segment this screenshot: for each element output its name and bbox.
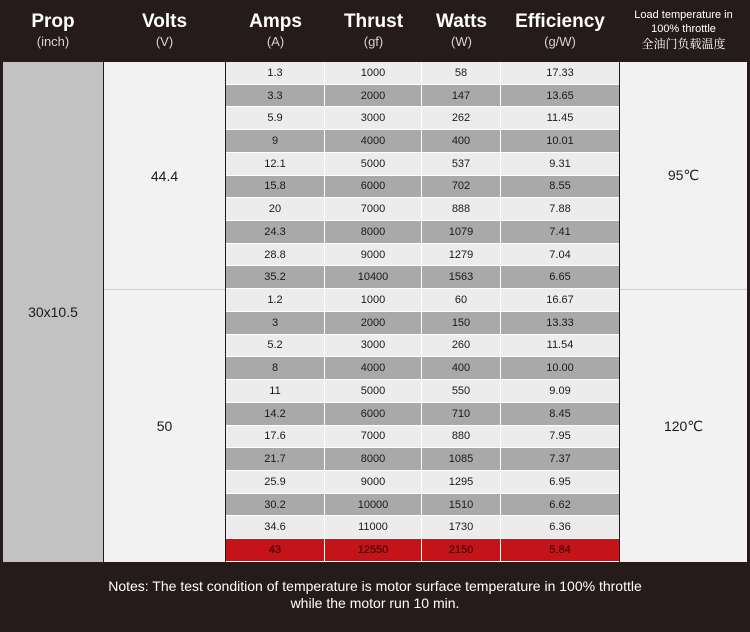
header-prop-title: Prop [31, 11, 75, 32]
efficiency-cell: 6.65 [549, 271, 571, 284]
table-row [226, 448, 619, 471]
temperature-value-group-2: 120℃ [663, 417, 704, 434]
efficiency-cell: 6.95 [549, 475, 571, 488]
watts-cell: 1730 [422, 516, 501, 538]
notes-line-2: while the motor run 10 min. [290, 595, 460, 611]
watts-cell: 1510 [422, 494, 501, 516]
amps-cell: 5.2 [226, 335, 325, 357]
thrust-cell: 4000 [325, 357, 422, 379]
table-row [226, 312, 619, 335]
amps-cell: 8 [226, 357, 325, 379]
table-row [226, 221, 619, 244]
table-row [226, 494, 619, 517]
efficiency-cell: 16.67 [546, 294, 574, 307]
efficiency-cell: 17.33 [546, 66, 574, 79]
header-volts-unit: (V) [155, 34, 174, 49]
header-thrust-title: Thrust [343, 11, 404, 32]
prop-value-cell [3, 62, 103, 562]
efficiency-cell: 8.55 [549, 180, 571, 193]
efficiency-cell: 13.65 [546, 89, 574, 102]
header-amps-unit: (A) [266, 34, 285, 49]
table-row [226, 357, 619, 380]
data-rows [226, 62, 619, 562]
amps-cell: 9 [226, 130, 325, 152]
thrust-cell: 6000 [325, 176, 422, 198]
efficiency-cell: 7.88 [549, 203, 571, 216]
watts-cell: 702 [422, 176, 501, 198]
amps-cell: 1.3 [226, 62, 325, 84]
table-row [226, 85, 619, 108]
table-row [226, 176, 619, 199]
group-divider-temperature [620, 289, 747, 290]
header-load-temp-line3: 全油门负载温度 [641, 37, 726, 51]
watts-cell: 2150 [422, 539, 501, 561]
table-row [226, 471, 619, 494]
efficiency-cell: 7.95 [549, 430, 571, 443]
thrust-cell: 5000 [325, 380, 422, 402]
efficiency-cell: 7.04 [549, 248, 571, 261]
watts-cell: 400 [422, 130, 501, 152]
efficiency-cell: 7.37 [549, 453, 571, 466]
table-row [226, 266, 619, 289]
temperature-cell-group-2 [620, 290, 747, 562]
volts-value-group-1: 44.4 [150, 167, 179, 184]
watts-cell: 60 [422, 289, 501, 311]
header-watts-unit: (W) [451, 34, 472, 49]
temperature-value-group-1: 95℃ [667, 167, 700, 183]
table-row [226, 380, 619, 403]
thrust-cell: 8000 [325, 221, 422, 243]
efficiency-cell: 9.31 [549, 157, 571, 170]
amps-cell: 34.6 [226, 516, 325, 538]
efficiency-cell: 10.01 [546, 135, 574, 148]
table-row [226, 130, 619, 153]
header-volts [104, 0, 225, 62]
watts-cell: 400 [422, 357, 501, 379]
header-watts [422, 0, 501, 62]
header-thrust [325, 0, 422, 62]
notes-line-1: Notes: The test condition of temperature is motor surface temperature in 100% throttle [108, 578, 642, 594]
thrust-cell: 6000 [325, 403, 422, 425]
header-prop [3, 0, 103, 62]
thrust-cell: 2000 [325, 312, 422, 334]
amps-cell: 30.2 [226, 494, 325, 516]
watts-cell: 260 [422, 335, 501, 357]
amps-cell: 3 [226, 312, 325, 334]
amps-cell: 25.9 [226, 471, 325, 493]
efficiency-cell: 11.54 [546, 339, 574, 352]
table-row [226, 335, 619, 358]
watts-cell: 1085 [422, 448, 501, 470]
thrust-cell: 3000 [325, 335, 422, 357]
table-row [226, 244, 619, 267]
prop-value: 30x10.5 [28, 304, 78, 320]
thrust-cell: 10400 [325, 266, 422, 288]
efficiency-cell: 6.36 [549, 521, 571, 534]
watts-cell: 1563 [422, 266, 501, 288]
efficiency-cell: 11.45 [546, 112, 574, 125]
efficiency-cell: 7.41 [549, 225, 571, 238]
volts-value-group-2: 50 [156, 418, 173, 434]
thrust-cell: 9000 [325, 471, 422, 493]
header-load-temp-line2: 100% throttle [651, 23, 716, 35]
thrust-cell: 9000 [325, 244, 422, 266]
watts-cell: 1279 [422, 244, 501, 266]
header-watts-title: Watts [435, 11, 488, 32]
group-divider-volts [104, 289, 225, 290]
thrust-cell: 1000 [325, 289, 422, 311]
temperature-cell-group-1 [620, 62, 747, 289]
header-volts-title: Volts [141, 11, 188, 32]
table-row [226, 516, 619, 539]
thrust-cell: 7000 [325, 198, 422, 220]
table-row-highlighted [226, 539, 619, 562]
amps-cell: 11 [226, 380, 325, 402]
watts-cell: 150 [422, 312, 501, 334]
table-row [226, 198, 619, 221]
thrust-cell: 1000 [325, 62, 422, 84]
watts-cell: 262 [422, 107, 501, 129]
amps-cell: 17.6 [226, 426, 325, 448]
efficiency-cell: 6.62 [549, 498, 571, 511]
header-efficiency-title: Efficiency [515, 11, 605, 32]
watts-cell: 888 [422, 198, 501, 220]
thrust-cell: 3000 [325, 107, 422, 129]
watts-cell: 147 [422, 85, 501, 107]
header-efficiency [501, 0, 619, 62]
thrust-cell: 5000 [325, 153, 422, 175]
watts-cell: 550 [422, 380, 501, 402]
thrust-cell: 8000 [325, 448, 422, 470]
efficiency-cell: 13.33 [546, 316, 574, 329]
amps-cell: 1.2 [226, 289, 325, 311]
header-amps-title: Amps [249, 11, 302, 32]
thrust-cell: 4000 [325, 130, 422, 152]
notes [0, 578, 750, 612]
watts-cell: 537 [422, 153, 501, 175]
amps-cell: 43 [226, 539, 325, 561]
volts-cell-group-1 [104, 62, 225, 289]
thrust-cell: 7000 [325, 426, 422, 448]
header-amps [226, 0, 325, 62]
amps-cell: 5.9 [226, 107, 325, 129]
amps-cell: 28.8 [226, 244, 325, 266]
efficiency-cell: 10.00 [546, 362, 574, 375]
header-thrust-unit: (gf) [363, 34, 384, 49]
amps-cell: 14.2 [226, 403, 325, 425]
efficiency-cell: 9.09 [549, 384, 571, 397]
watts-cell: 1079 [422, 221, 501, 243]
amps-cell: 3.3 [226, 85, 325, 107]
thrust-cell: 12550 [325, 539, 422, 561]
watts-cell: 880 [422, 426, 501, 448]
amps-cell: 24.3 [226, 221, 325, 243]
watts-cell: 1295 [422, 471, 501, 493]
table-row [226, 107, 619, 130]
thrust-cell: 2000 [325, 85, 422, 107]
volts-cell-group-2 [104, 290, 225, 562]
header-prop-unit: (inch) [36, 34, 70, 49]
header-load-temperature [620, 0, 747, 62]
table-row [226, 426, 619, 449]
table-row [226, 62, 619, 85]
thrust-cell: 10000 [325, 494, 422, 516]
header-load-temp-line1: Load temperature in [634, 9, 733, 21]
amps-cell: 21.7 [226, 448, 325, 470]
header-efficiency-unit: (g/W) [544, 34, 576, 49]
amps-cell: 20 [226, 198, 325, 220]
table-row [226, 289, 619, 312]
thrust-cell: 11000 [325, 516, 422, 538]
table-row [226, 153, 619, 176]
watts-cell: 58 [422, 62, 501, 84]
efficiency-cell: 5.84 [549, 543, 571, 556]
amps-cell: 35.2 [226, 266, 325, 288]
efficiency-cell: 8.45 [549, 407, 571, 420]
table-row [226, 403, 619, 426]
amps-cell: 12.1 [226, 153, 325, 175]
amps-cell: 15.8 [226, 176, 325, 198]
watts-cell: 710 [422, 403, 501, 425]
